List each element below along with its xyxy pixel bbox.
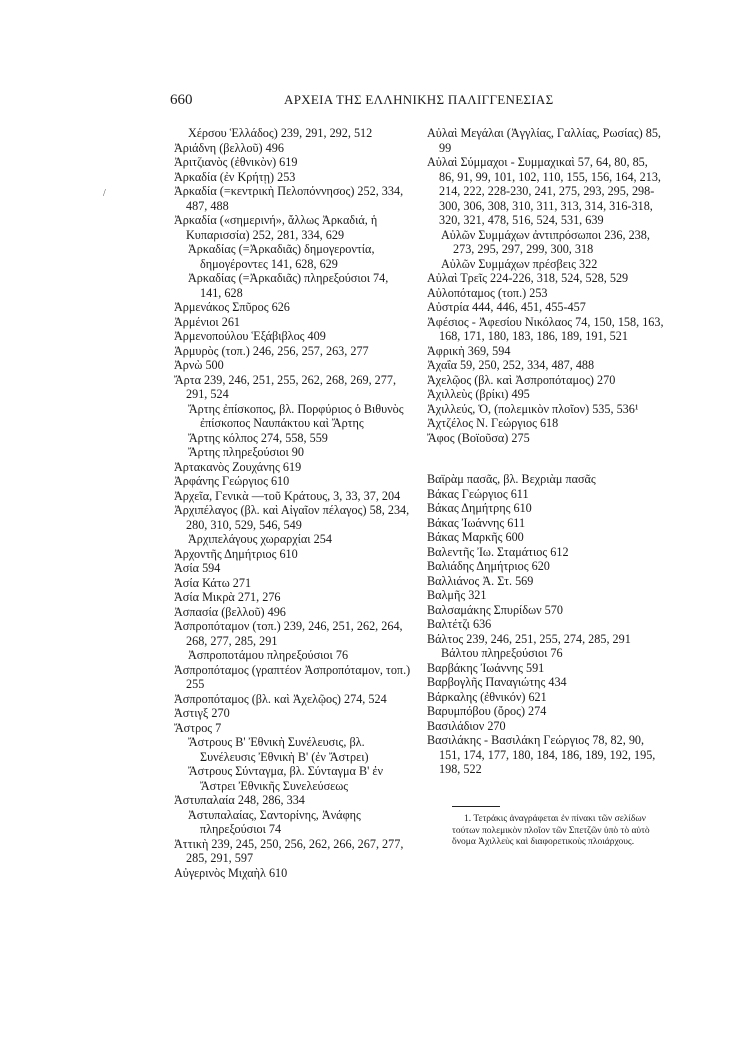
index-entry: Ἀφρικὴ 369, 594	[427, 343, 511, 358]
index-section-beta	[427, 472, 665, 777]
index-entry: Ἀρνὼ 500	[174, 358, 224, 372]
index-entry: Ἀρμένιοι 261	[174, 314, 241, 329]
index-entry: Ἀχαΐα 59, 250, 252, 334, 487, 488	[427, 358, 595, 372]
index-subentry: Ἄρτης ἐπίσκοπος, βλ. Πορφύριος ὁ Βιθυνὸς ἐπίσκοπος Ναυπάκτου καὶ Ἄρτης	[188, 401, 404, 430]
index-subentry: Ἀστυπαλαίας, Σαντορίνης, Ἀνάφης πληρεξούσιοι 74	[188, 807, 361, 836]
index-entry: Βαλλιάνος Ἀ. Στ. 569	[427, 573, 534, 588]
index-entry: Βαλμῆς 321	[427, 588, 487, 602]
index-entry: Ἀρμενοπούλου Ἑξάβιβλος 409	[174, 329, 326, 343]
index-entry: Ἀττικὴ 239, 245, 250, 256, 262, 266, 267, 277, 285, 291, 597	[174, 836, 404, 865]
index-subentry: Ἀρχιπελάγους χωραρχίαι 254	[188, 532, 332, 546]
index-entry: Ἄρτα 239, 246, 251, 255, 262, 268, 269, 277, 291, 524	[174, 372, 397, 401]
index-entry: Ἀστιγξ 270	[174, 706, 230, 720]
index-entry: Ἀσία Κάτω 271	[174, 575, 252, 590]
index-entry: Βάρκαλης (ἐθνικόν) 621	[427, 689, 547, 704]
index-entry: Βαρβάκης Ἰωάννης 591	[427, 660, 545, 675]
index-entry: Βασιλάδιον 270	[427, 718, 506, 733]
index-entry: Ἀχελῷος (βλ. καὶ Ἀσπροπόταμος) 270	[427, 372, 616, 387]
index-subentry: Ἀρκαδίας (=Ἀρκαδιᾶς) δημογεροντία, δημογέροντες 141, 628, 629	[188, 242, 375, 271]
index-entry: Ἀσπροπόταμος (βλ. καὶ Ἀχελῷος) 274, 524	[174, 691, 387, 706]
index-subentry: Ἄρτης πληρεξούσιοι 90	[188, 445, 304, 459]
index-entry: Βαϊρὰμ πασᾶς, βλ. Βεχριὰμ πασᾶς	[427, 472, 596, 486]
index-entry: Αὐλαὶ Τρεῖς 224-226, 318, 524, 528, 529	[427, 271, 629, 285]
index-entry: Ἀχτζέλος Ν. Γεώργιος 618	[427, 416, 559, 430]
index-entry: Ἀχιλλεὺς (βρίκι) 495	[427, 387, 530, 401]
running-title: ΑΡΧΕΙΑ ΤΗΣ ΕΛΛΗΝΙΚΗΣ ΠΑΛΙΓΓΕΝΕΣΙΑΣ	[284, 92, 554, 107]
index-entry: Ἀρκαδία (=κεντρικὴ Πελοπόννησος) 252, 334, 487, 488	[174, 184, 404, 213]
page-number: 660	[170, 92, 193, 108]
index-entry: Βαρβογλῆς Παναγιώτης 434	[427, 675, 567, 689]
index-subentry: Ἄστρους Σύνταγμα, βλ. Σύνταγμα Β' ἐν Ἄστρει Ἐθνικῆς Συνελεύσεως	[188, 764, 383, 793]
index-entry: Ἄφος (Βοϊοῦσα) 275	[427, 430, 530, 445]
index-entry: Ἀρχοντῆς Δημήτριος 610	[174, 546, 298, 561]
index-entry: Αὐλοπόταμος (τοπ.) 253	[427, 285, 548, 300]
index-entry: Βάκας Ἰωάννης 611	[427, 515, 526, 530]
index-entry: Αὐλαὶ Σύμμαχοι - Συμμαχικαὶ 57, 64, 80, 85, 86, 91, 99, 101, 102, 110, 155, 156, 164, 213, 214, 222, 228-230, 241, 275, 293, 295, 298-300, 306, 308, 310, 311, 313, 314, 316-318, 320, 321, 478, 516, 524, 531, 639	[427, 155, 661, 227]
index-entry: Ἀφέσιος - Ἀφεσίου Νικόλαος 74, 150, 158, 163, 168, 171, 180, 183, 186, 189, 191, 521	[427, 314, 664, 343]
index-entry: Βάλτος 239, 246, 251, 255, 274, 285, 291	[427, 631, 631, 646]
section-gap	[427, 445, 665, 472]
index-entry: Ἀσία 594	[174, 561, 221, 575]
index-entry: Ἄστρος 7	[174, 720, 222, 735]
index-subentry: Ἄστρους Β' Ἐθνικὴ Συνέλευσις, βλ. Συνέλευσις Ἐθνικὴ Β' (ἐν Ἄστρει)	[188, 735, 369, 764]
index-entry: Ἀριάδνη (βελλοῦ) 496	[174, 140, 284, 155]
index-entry: Ἀχιλλεύς, Ὁ, (πολεμικὸν πλοῖον) 535, 536¹	[427, 401, 639, 416]
index-entry: Αὐγερινὸς Μιχαὴλ 610	[174, 865, 288, 880]
index-entry: Βαρυμπόβου (ὄρος) 274	[427, 704, 547, 718]
index-entry: Αὐστρία 444, 446, 451, 455-457	[427, 300, 586, 314]
index-column-right	[427, 126, 665, 777]
index-entry: Βάκας Γεώργιος 611	[427, 486, 529, 501]
footnote-rule	[452, 806, 500, 807]
index-subentry: Χέρσου Ἑλλάδος) 239, 291, 292, 512	[188, 126, 373, 140]
index-entry: Ἀσπροπόταμον (τοπ.) 239, 246, 251, 262, 264, 268, 277, 285, 291	[174, 619, 403, 648]
index-entry: Ἀσία Μικρὰ 271, 276	[174, 590, 281, 604]
index-subentry: Βάλτου πληρεξούσιοι 76	[441, 646, 563, 660]
index-entry: Ἀρφάνης Γεώργιος 610	[174, 474, 290, 488]
index-subentry: Ἀρκαδίας (=Ἀρκαδιᾶς) πληρεξούσιοι 74, 141, 628	[188, 271, 389, 300]
index-entry: Ἀρτακανὸς Ζουχάνης 619	[174, 459, 302, 474]
index-section-alpha	[427, 126, 665, 445]
index-entry: Αὐλαὶ Μεγάλαι (Ἀγγλίας, Γαλλίας, Ρωσίας) 85, 99	[427, 126, 661, 155]
index-entry: Βαλεντῆς Ἰω. Σταμάτιος 612	[427, 544, 569, 559]
index-entry: Ἀρκαδία («σημερινή», ἄλλως Ἀρκαδιά, ἡ Κυπαρισσία) 252, 281, 334, 629	[174, 213, 378, 242]
index-entry: Βασιλάκης - Βασιλάκη Γεώργιος 78, 82, 90, 151, 174, 177, 180, 184, 186, 189, 192, 195, 198, 522	[427, 733, 656, 776]
index-subentry: Ἄρτης κόλπος 274, 558, 559	[188, 430, 328, 445]
index-column-left	[174, 126, 412, 880]
index-entry: Βάκας Δημήτρης 610	[427, 501, 532, 515]
index-subentry: Αὐλῶν Συμμάχων πρέσβεις 322	[441, 256, 598, 271]
index-entry: Ἀριτζιανὸς (ἐθνικὸν) 619	[174, 155, 298, 169]
index-entry: Ἀστυπαλαία 248, 286, 334	[174, 793, 305, 807]
index-entry: Ἁρμυρὸς (τοπ.) 246, 256, 257, 263, 277	[174, 343, 369, 358]
index-entry: Ἀσπασία (βελλοῦ) 496	[174, 604, 286, 619]
index-entry: Βαλσαμάκης Σπυρίδων 570	[427, 602, 563, 617]
footnote: 1. Τετράκις ἀναγράφεται ἐν πίνακι τῶν σελίδων τούτων πολεμικὸν πλοῖον τῶν Σπετζῶν ὑπὸ τὸ αὐτὸ ὄνομα Ἀχιλλεὺς καὶ διαφορετικοὺς πλοιάρχους.	[452, 814, 650, 847]
index-entry: Ἀρχιπέλαγος (βλ. καὶ Αἰγαῖον πέλαγος) 58, 234, 280, 310, 529, 546, 549	[174, 503, 410, 532]
index-subentry: Ἀσπροποτάμου πληρεξούσιοι 76	[188, 648, 349, 662]
index-entry: Ἀσπροπόταμος (γραπτέον Ἀσπροπόταμον, τοπ.) 255	[174, 662, 411, 691]
index-subentry: Αὐλῶν Συμμάχων ἀντιπρόσωποι 236, 238, 273, 295, 297, 299, 300, 318	[441, 227, 650, 256]
index-entry: Βαλτέτζι 636	[427, 617, 492, 631]
index-entry: Ἀρκαδία (ἐν Κρήτῃ) 253	[174, 169, 296, 184]
index-entry: Βάκας Μαρκῆς 600	[427, 530, 524, 544]
index-entry: Ἀρμενάκος Σπῦρος 626	[174, 300, 290, 314]
index-entry: Ἀρχεῖα, Γενικὰ —τοῦ Κράτους, 3, 33, 37, 204	[174, 488, 401, 503]
margin-mark: /	[103, 188, 106, 199]
index-entry: Βαλιάδης Δημήτριος 620	[427, 559, 550, 573]
